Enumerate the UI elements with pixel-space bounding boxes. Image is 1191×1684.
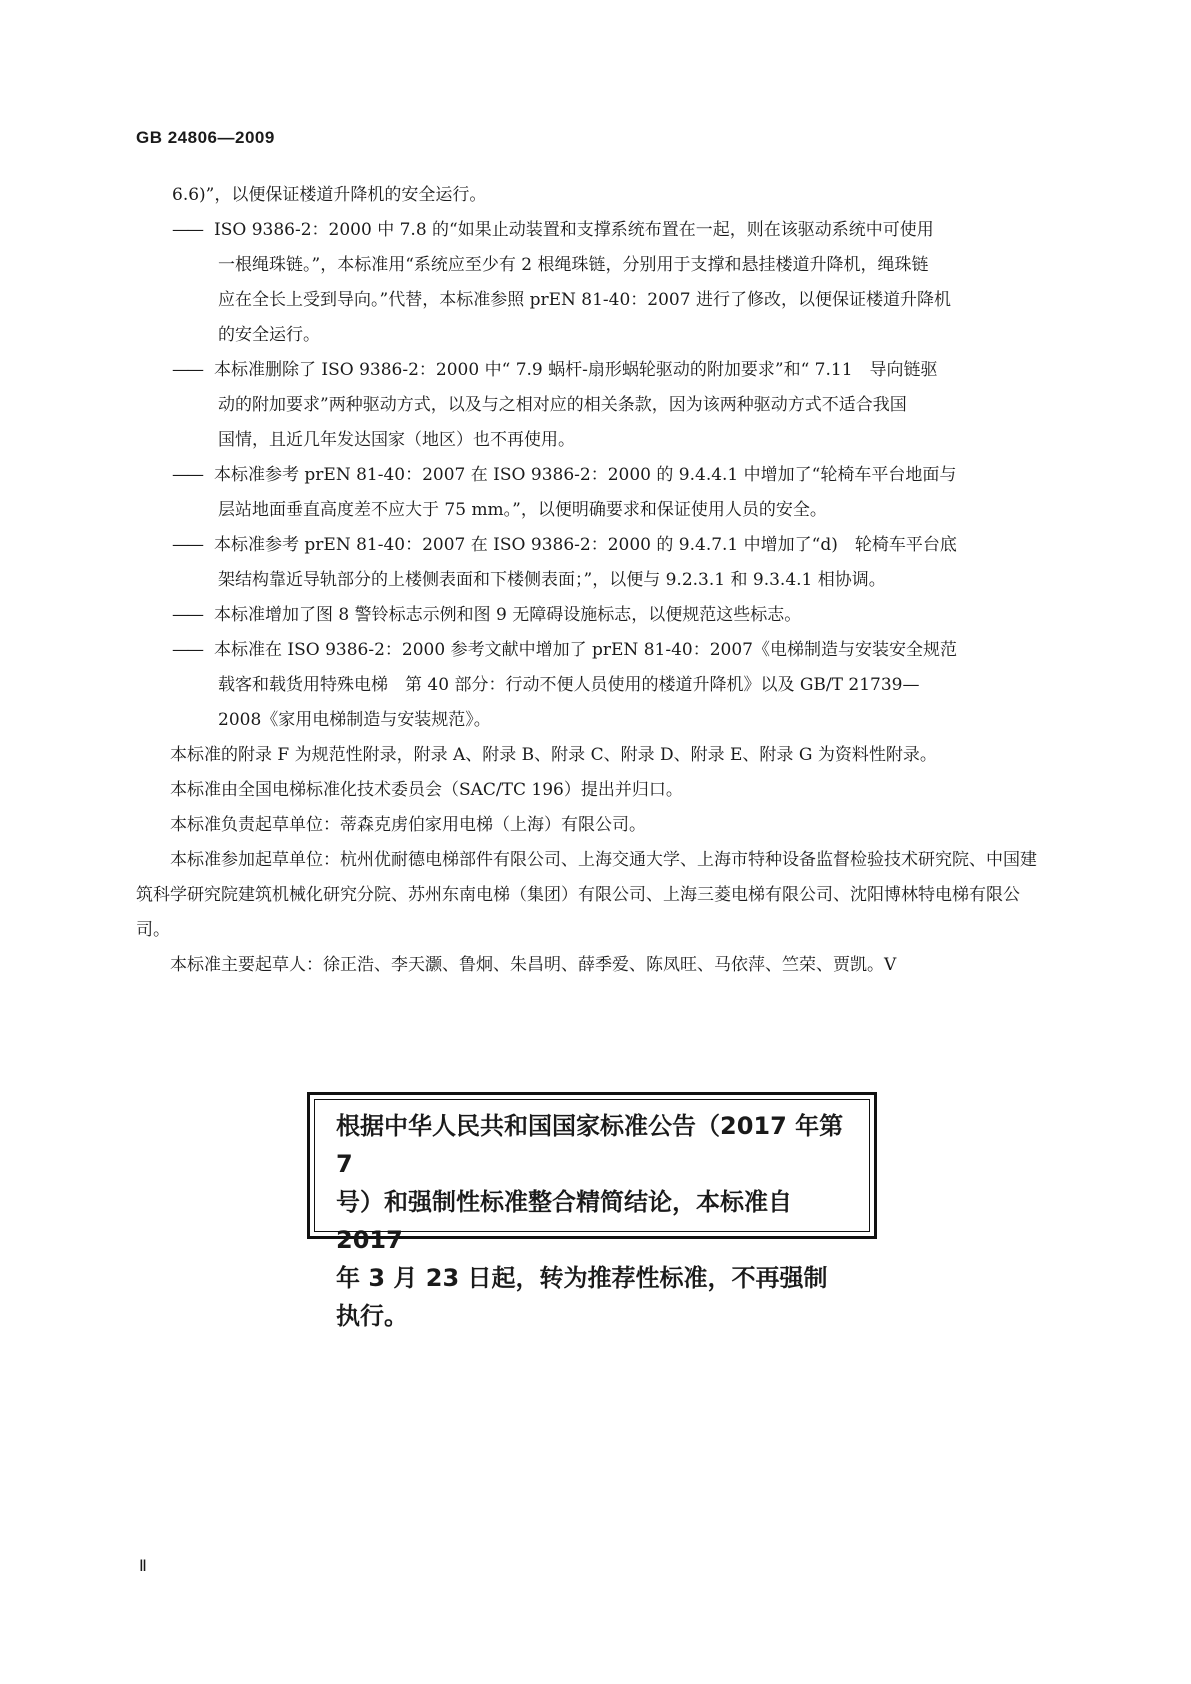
change-item-line: 2008《家用电梯制造与安装规范》。 [218, 710, 491, 730]
change-item-line: 层站地面垂直高度差不应大于 75 mm。”，以便明确要求和保证使用人员的安全。 [218, 500, 827, 520]
change-item-5 [172, 598, 1050, 633]
change-item-text: 本标准参考 prEN 81-40：2007 在 ISO 9386-2：2000 的 9.4.7.1 中增加了“d) 轮椅车平台底 [214, 535, 957, 555]
intro-line: 6.6)”，以便保证楼道升降机的安全运行。 [172, 185, 487, 205]
notice-line: 根据中华人民共和国国家标准公告（2017 年第 7 [336, 1112, 844, 1178]
change-item-1 [172, 213, 1050, 248]
change-item-line: 架结构靠近导轨部分的上楼侧表面和下楼侧表面；”，以便与 9.2.3.1 和 9.3.4.1 相协调。 [218, 570, 886, 590]
change-item-3 [172, 458, 1050, 493]
dash-marker: —— [172, 640, 202, 660]
foreword-body [136, 178, 1050, 983]
change-item-4 [172, 528, 1050, 563]
dash-marker: —— [172, 605, 202, 625]
change-item-6 [172, 633, 1050, 668]
annex-statement: 本标准的附录 F 为规范性附录，附录 A、附录 B、附录 C、附录 D、附录 E、附录 G 为资料性附录。 [170, 745, 937, 765]
committee-statement: 本标准由全国电梯标准化技术委员会（SAC/TC 196）提出并归口。 [170, 780, 683, 800]
change-item-line: 国情，且近几年发达国家（地区）也不再使用。 [218, 430, 575, 450]
dash-marker: —— [172, 220, 202, 240]
notice-line: 号）和强制性标准整合精简结论，本标准自 2017 [336, 1188, 792, 1254]
document-code-header: GB 24806—2009 [136, 128, 275, 147]
dash-marker: —— [172, 465, 202, 485]
main-drafters-statement: 本标准主要起草人：徐正浩、李天灏、鲁炯、朱昌明、薛季爱、陈凤旺、马依萍、竺荣、贾凯。V [170, 955, 897, 975]
change-item-line: 载客和载货用特殊电梯 第 40 部分：行动不便人员使用的楼道升降机》以及 GB/T 21739— [218, 675, 920, 695]
change-item-line: 一根绳珠链。”，本标准用“系统应至少有 2 根绳珠链，分别用于支撑和悬挂楼道升降机，绳珠链 [218, 255, 929, 275]
change-item-text: 本标准删除了 ISO 9386-2：2000 中“ 7.9 蜗杆-扇形蜗轮驱动的附加要求”和“ 7.11 导向链驱 [214, 360, 938, 380]
change-item-line: 应在全长上受到导向。”代替，本标准参照 prEN 81-40：2007 进行了修改，以便保证楼道升降机 [218, 290, 951, 310]
change-item-text: 本标准参考 prEN 81-40：2007 在 ISO 9386-2：2000 的 9.4.4.1 中增加了“轮椅车平台地面与 [214, 465, 957, 485]
notice-line: 年 3 月 23 日起，转为推荐性标准，不再强制执行。 [336, 1264, 828, 1330]
status-notice-box [307, 1092, 877, 1330]
change-item-2 [172, 353, 1050, 388]
participating-drafters-statement: 本标准参加起草单位：杭州优耐德电梯部件有限公司、上海交通大学、上海市特种设备监督检验技术研究院、中国建筑科学研究院建筑机械化研究分院、苏州东南电梯（集团）有限公司、上海三菱电梯有限公司、沈阳博林特电梯有限公司。 [136, 850, 1037, 940]
change-item-text: ISO 9386-2：2000 中 7.8 的“如果止动装置和支撑系统布置在一起，则在该驱动系统中可使用 [214, 220, 934, 240]
change-item-line: 的安全运行。 [218, 325, 320, 345]
lead-drafter-statement: 本标准负责起草单位：蒂森克虏伯家用电梯（上海）有限公司。 [170, 815, 646, 835]
dash-marker: —— [172, 535, 202, 555]
page-number: Ⅱ [139, 1558, 147, 1575]
change-item-text: 本标准在 ISO 9386-2：2000 参考文献中增加了 prEN 81-40：2007《电梯制造与安装安全规范 [214, 640, 957, 660]
change-item-text: 本标准增加了图 8 警铃标志示例和图 9 无障碍设施标志，以便规范这些标志。 [214, 605, 802, 625]
dash-marker: —— [172, 360, 202, 380]
change-item-line: 动的附加要求”两种驱动方式，以及与之相对应的相关条款，因为该两种驱动方式不适合我国 [218, 395, 907, 415]
